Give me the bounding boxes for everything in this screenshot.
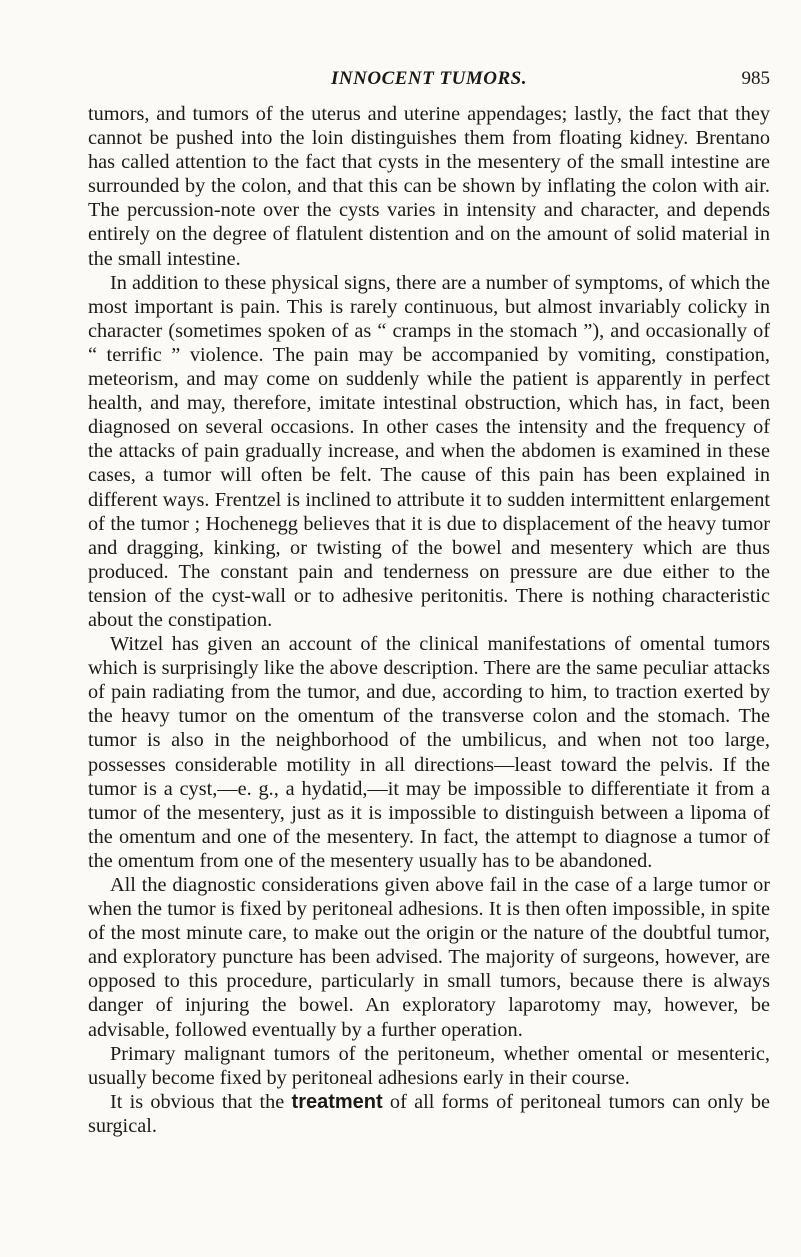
body-text xyxy=(88,102,770,1138)
paragraph-4: All the diagnostic considerations given above fail in the case of a large tumor or when the tumor is fixed by peritoneal adhesions. It is then often impossible, in spite of the most minute care, to make out the origin or the nature of the doubtful tumor, and exploratory puncture has been advised. The majority of surgeons, however, are opposed to this procedure, particularly in small tumors, because there is always danger of injuring the bowel. An exploratory laparotomy may, however, be advisable, followed eventually by a further operation. xyxy=(88,874,770,1041)
paragraph-6-end: of all forms of peritoneal tumors can only be surgical. xyxy=(88,1090,771,1137)
running-head xyxy=(88,68,770,92)
paragraph-5: Primary malignant tumors of the peritoneum, whether omental or mesenteric, usually become fixed by peritoneal adhesions early in their course. xyxy=(88,1042,770,1089)
paragraph-6-start: It is obvious that the xyxy=(110,1090,292,1113)
paragraph-1: tumors, and tumors of the uterus and uterine appendages; lastly, the fact that they cannot be pushed into the loin distinguishes them from floating kidney. Brentano has called attention to the fact that cysts in the mesentery of the small intestine are surrounded by the colon, and that this can be shown by inflating the colon with air. The percussion-note over the cysts varies in intensity and character, and depends entirely on the degree of flatulent distention and on the amount of solid material in the small intestine. xyxy=(88,103,770,270)
paragraph-6 xyxy=(88,1090,770,1138)
running-title: INNOCENT TUMORS. xyxy=(331,68,527,89)
page-number: 985 xyxy=(741,68,770,89)
paragraph-2: In addition to these physical signs, there are a number of symptoms, of which the most important is pain. This is rarely continuous, but almost invariably colicky in character (sometimes spoken of as “ cramps in the stomach ”), and occasionally of “ terrific ” violence. The pain may be accompanied by vomiting, constipation, meteorism, and may come on suddenly while the patient is apparently in perfect health, and may, therefore, imitate intestinal obstruction, which has, in fact, been diagnosed on several occasions. In other cases the intensity and the frequency of the attacks of pain gradually increase, and when the abdomen is examined in these cases, a tumor will often be felt. The cause of this pain has been explained in different ways. Frentzel is inclined to attribute it to sudden intermittent enlargement of the tumor ; Hochenegg believes that it is due to displacement of the heavy tumor and dragging, kinking, or twisting of the bowel and mesentery which are thus produced. The constant pain and tenderness on pressure are due either to the tension of the cyst-wall or to adhesive peritonitis. There is nothing characteristic about the constipation. xyxy=(88,271,770,631)
treatment-emphasis: treatment xyxy=(291,1090,383,1113)
paragraph-3: Witzel has given an account of the clinical manifestations of omental tumors which is surprisingly like the above description. There are the same peculiar attacks of pain radiating from the tumor, and due, according to him, to traction exerted by the heavy tumor on the omentum of the transverse colon and the stomach. The tumor is also in the neighborhood of the umbilicus, and when not too large, possesses considerable motility in all directions—least toward the pelvis. If the tumor is a cyst,—e. g., a hydatid,—it may be impossible to differentiate it from a tumor of the mesentery, just as it is impossible to distinguish between a lipoma of the omentum and one of the mesentery. In fact, the attempt to diagnose a tumor of the omentum from one of the mesentery usually has to be abandoned. xyxy=(88,633,770,872)
